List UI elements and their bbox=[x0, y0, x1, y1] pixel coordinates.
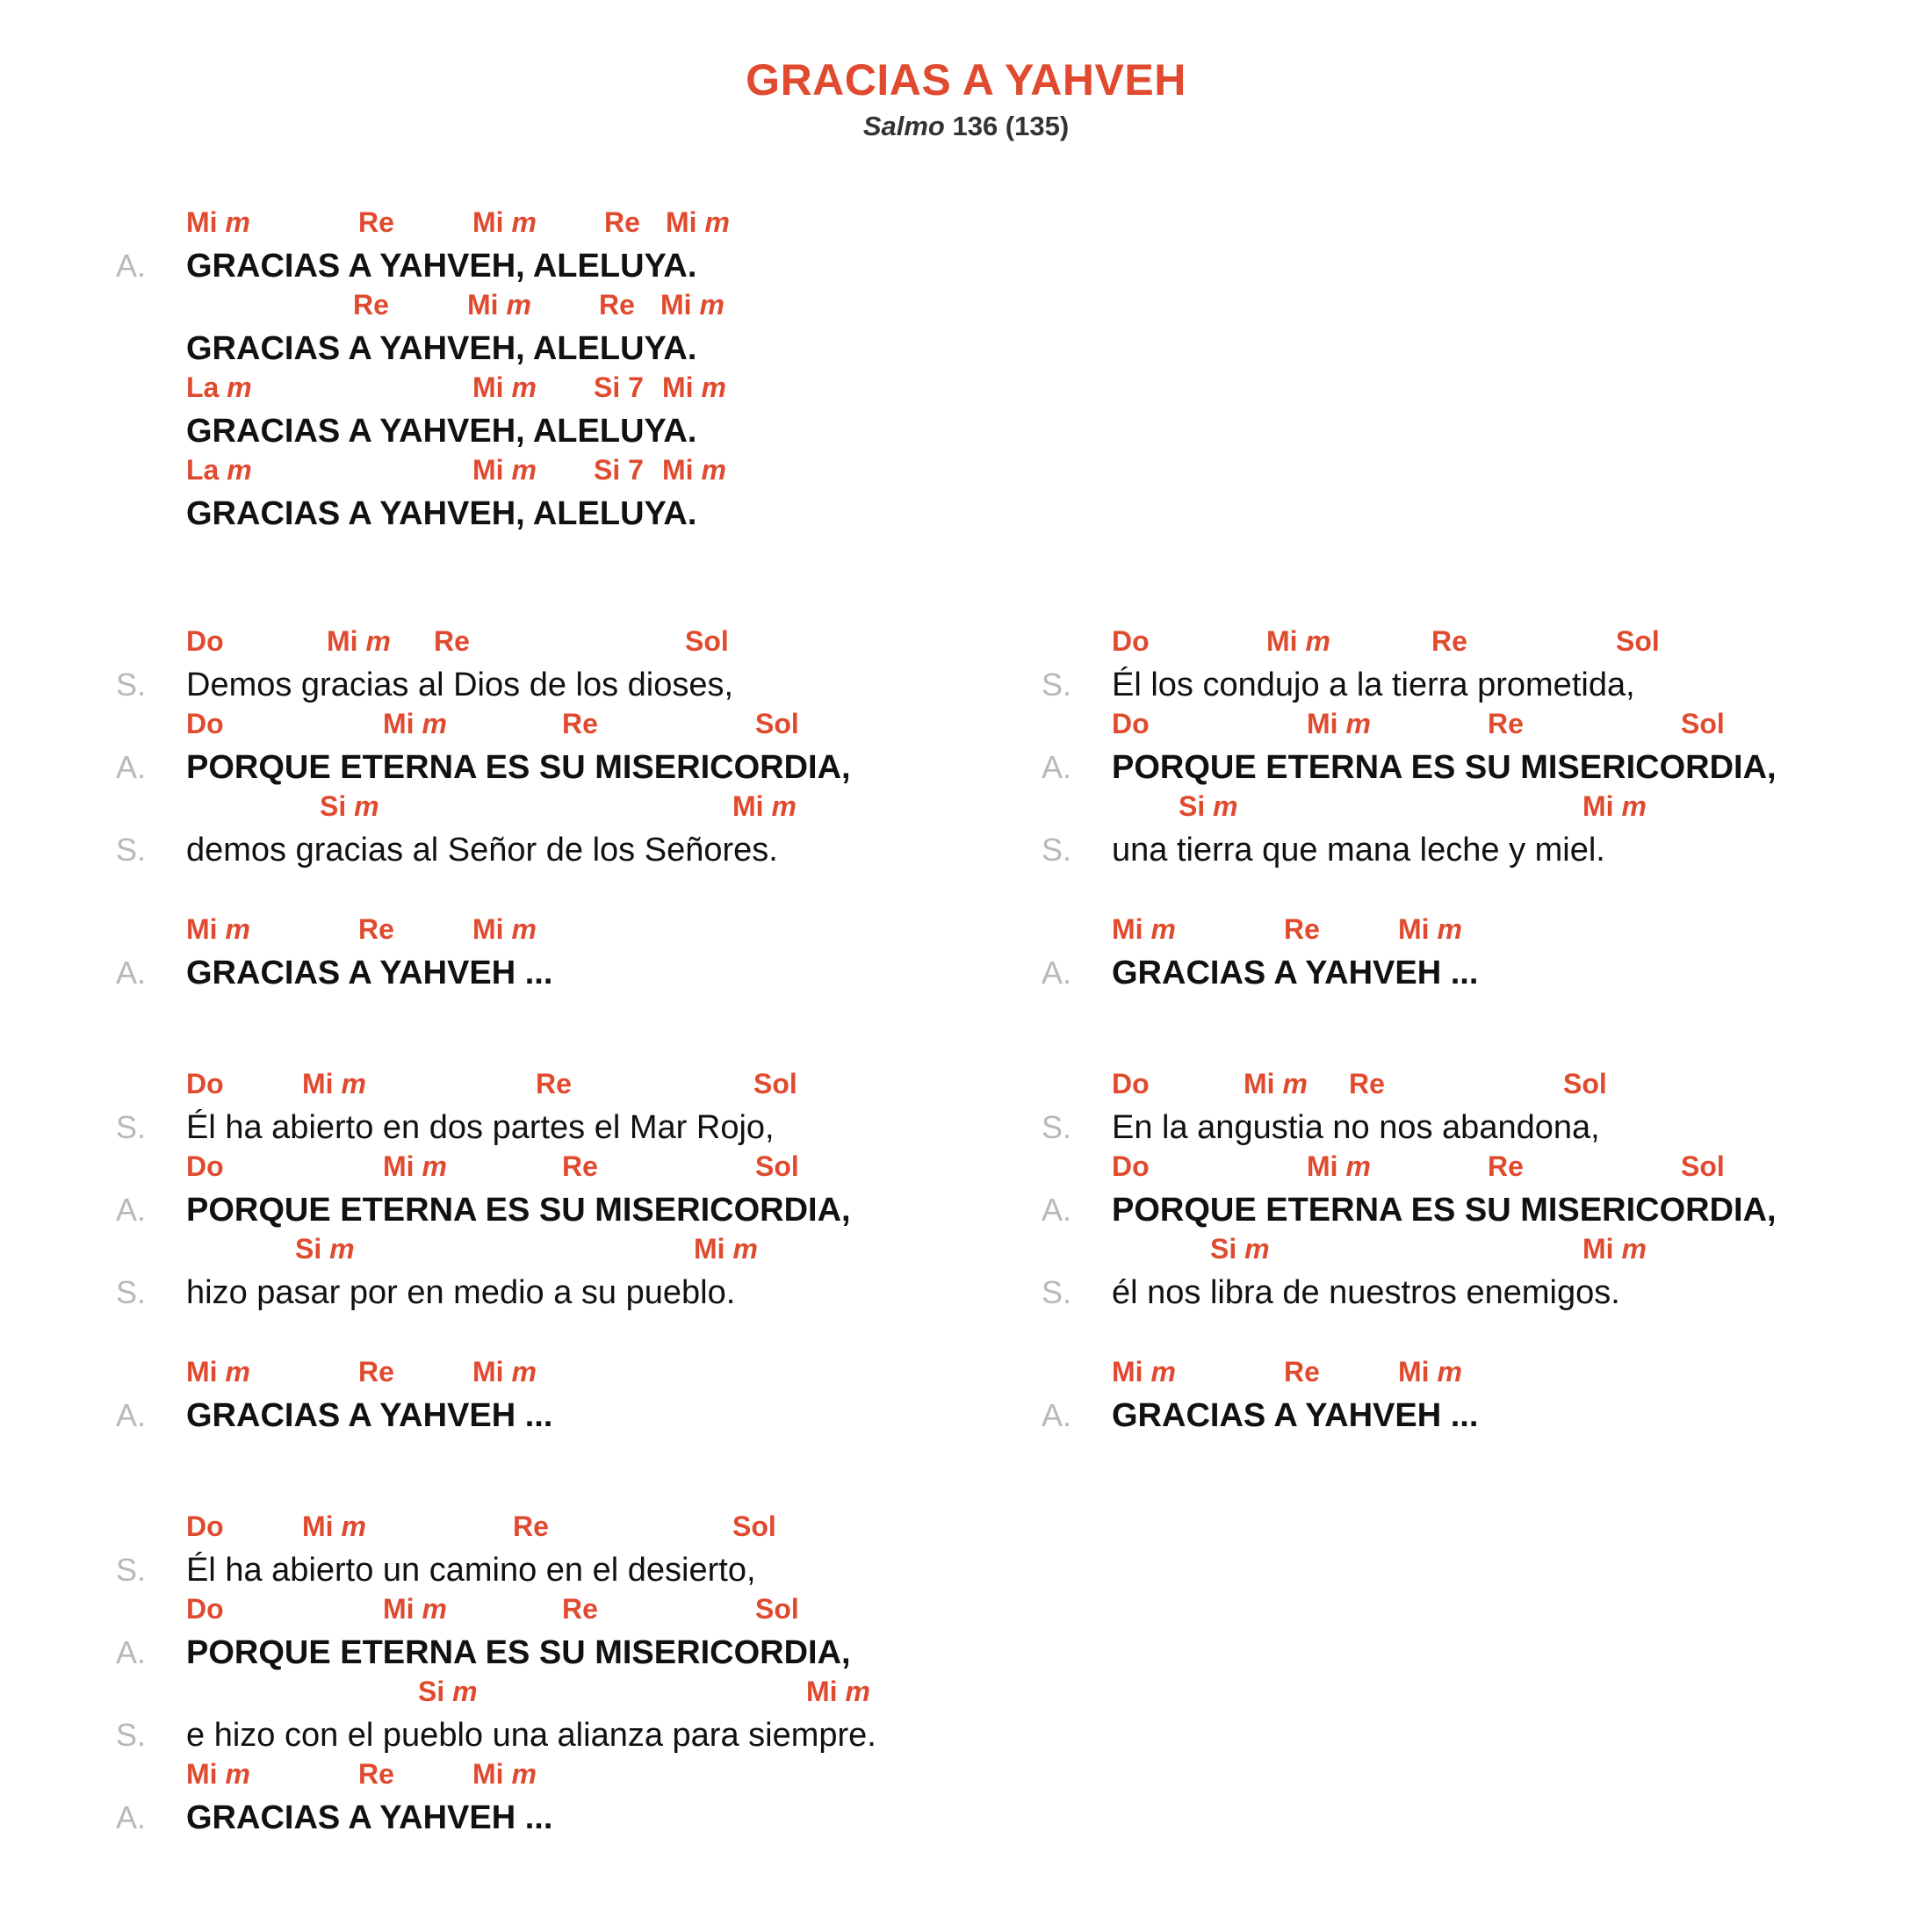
chord: Mi m bbox=[383, 708, 447, 739]
refrain-line-1 bbox=[116, 206, 730, 289]
role-label: S. bbox=[1042, 1274, 1072, 1310]
lyric-text: Él ha abierto en dos partes el Mar Rojo, bbox=[186, 1109, 775, 1146]
chord: Mi m bbox=[186, 206, 250, 238]
chord: Mi m bbox=[472, 454, 537, 486]
chord: Mi m bbox=[472, 1758, 537, 1790]
lyric-line bbox=[1042, 747, 1777, 790]
lyric-line bbox=[116, 1633, 876, 1676]
lyric-text: hizo pasar por en medio a su pueblo. bbox=[186, 1274, 736, 1311]
chord: Re bbox=[358, 206, 394, 238]
lyric-text: Él los condujo a la tierra prometida, bbox=[1112, 667, 1635, 703]
lyric-text: GRACIAS A YAHVEH ... bbox=[1112, 1397, 1479, 1434]
chord: Do bbox=[1112, 708, 1150, 739]
lyric-line bbox=[116, 1715, 876, 1758]
chord: Mi m bbox=[1266, 625, 1330, 657]
chord: Mi m bbox=[1582, 790, 1647, 822]
chord: Mi m bbox=[806, 1676, 870, 1707]
chord: Mi m bbox=[1398, 1356, 1462, 1388]
chord: Sol bbox=[1616, 625, 1660, 657]
chord-row bbox=[186, 1593, 876, 1633]
role-label: S. bbox=[116, 1552, 147, 1588]
stanza-line bbox=[116, 790, 851, 873]
chord: Mi m bbox=[1112, 913, 1176, 945]
chord: Mi m bbox=[666, 206, 730, 238]
chord: Mi m bbox=[694, 1233, 758, 1265]
chord: Re bbox=[1488, 708, 1524, 739]
chord: Mi m bbox=[472, 913, 537, 945]
chord-row bbox=[1112, 1233, 1777, 1272]
chord: Re bbox=[513, 1510, 549, 1542]
lyric-line bbox=[116, 665, 851, 708]
chord: Si m bbox=[295, 1233, 355, 1265]
chord: Sol bbox=[755, 1150, 799, 1182]
chord-row bbox=[186, 1510, 876, 1550]
chord-row bbox=[186, 206, 730, 246]
lyric-line bbox=[186, 328, 696, 371]
lyric-line bbox=[1042, 665, 1777, 708]
chord: Re bbox=[599, 289, 635, 321]
role-label: A. bbox=[116, 1397, 147, 1433]
chord: Mi m bbox=[472, 371, 537, 403]
chord: Re bbox=[1431, 625, 1467, 657]
lyric-text: demos gracias al Señor de los Señores. bbox=[186, 832, 778, 869]
chord: Sol bbox=[755, 708, 799, 739]
lyric-text: GRACIAS A YAHVEH, ALELUYA. bbox=[186, 413, 697, 450]
chord-row bbox=[1112, 1356, 1777, 1395]
chord: Mi m bbox=[383, 1150, 447, 1182]
chord: Re bbox=[358, 1356, 394, 1388]
chord: Re bbox=[353, 289, 389, 321]
lyric-line bbox=[1042, 1107, 1777, 1150]
role-label: A. bbox=[1042, 1397, 1072, 1433]
stanza-line bbox=[116, 1510, 876, 1593]
lyric-line bbox=[116, 1395, 851, 1438]
lyric-text: GRACIAS A YAHVEH ... bbox=[186, 1799, 553, 1836]
chord: Re bbox=[358, 1758, 394, 1790]
refrain bbox=[116, 206, 730, 537]
stanza-line bbox=[116, 1593, 876, 1676]
lyric-text: GRACIAS A YAHVEH ... bbox=[186, 955, 553, 991]
stanza-line bbox=[1042, 1068, 1777, 1150]
chord: Mi m bbox=[1582, 1233, 1647, 1265]
lyric-text: PORQUE ETERNA ES SU MISERICORDIA, bbox=[186, 1634, 851, 1671]
lyric-text: él nos libra de nuestros enemigos. bbox=[1112, 1274, 1620, 1311]
chord: Si 7 bbox=[594, 371, 644, 403]
chord-row bbox=[186, 289, 724, 328]
lyric-text: PORQUE ETERNA ES SU MISERICORDIA, bbox=[1112, 1192, 1777, 1229]
lyric-text: PORQUE ETERNA ES SU MISERICORDIA, bbox=[186, 749, 851, 786]
stanza-line bbox=[116, 708, 851, 790]
stanza-line bbox=[1042, 1356, 1777, 1438]
stanza-line bbox=[1042, 625, 1777, 708]
lyric-line bbox=[116, 1550, 876, 1593]
lyric-line bbox=[116, 246, 697, 289]
stanza-line bbox=[116, 913, 851, 996]
stanza-line bbox=[116, 1758, 876, 1841]
role-label: S. bbox=[116, 1717, 147, 1753]
chord-row bbox=[186, 1356, 851, 1395]
lyric-line bbox=[186, 411, 696, 454]
chord: Mi m bbox=[1398, 913, 1462, 945]
chord-row bbox=[1112, 790, 1777, 830]
role-label: A. bbox=[116, 749, 147, 785]
lyric-text: GRACIAS A YAHVEH, ALELUYA. bbox=[186, 248, 697, 285]
chord: Re bbox=[434, 625, 470, 657]
chord-row bbox=[1112, 1150, 1777, 1190]
chord: Sol bbox=[685, 625, 729, 657]
song-subtitle bbox=[0, 111, 1932, 142]
song-title: GRACIAS A YAHVEH bbox=[746, 55, 1186, 105]
chord: Do bbox=[1112, 625, 1150, 657]
lyric-line bbox=[186, 494, 696, 537]
role-label: S. bbox=[116, 1274, 147, 1310]
chord: Mi m bbox=[302, 1068, 366, 1099]
chord: Re bbox=[562, 1593, 598, 1625]
chord: Mi m bbox=[302, 1510, 366, 1542]
chord: Re bbox=[1349, 1068, 1385, 1099]
stanza-1 bbox=[116, 625, 851, 996]
chord: Sol bbox=[753, 1068, 797, 1099]
stanza-line bbox=[116, 625, 851, 708]
lyric-line bbox=[116, 1272, 851, 1316]
lyric-line bbox=[1042, 953, 1777, 996]
lyric-line bbox=[116, 953, 851, 996]
subtitle-reference: 136 (135) bbox=[944, 111, 1070, 141]
refrain-line-2 bbox=[186, 289, 724, 371]
lyric-text: una tierra que mana leche y miel. bbox=[1112, 832, 1605, 869]
chord-row bbox=[186, 454, 726, 494]
chord-row bbox=[1112, 708, 1777, 747]
stanza-line bbox=[116, 1356, 851, 1438]
chord: Do bbox=[1112, 1068, 1150, 1099]
lyric-line bbox=[1042, 830, 1777, 873]
role-label: A. bbox=[116, 1799, 147, 1835]
stanza-line bbox=[1042, 913, 1777, 996]
chord: Sol bbox=[1681, 1150, 1725, 1182]
chord: Si m bbox=[1179, 790, 1238, 822]
lyric-text: GRACIAS A YAHVEH, ALELUYA. bbox=[186, 495, 697, 532]
chord: Mi m bbox=[186, 1356, 250, 1388]
role-label: S. bbox=[1042, 832, 1072, 868]
chord-row bbox=[186, 1676, 876, 1715]
chord: Mi m bbox=[383, 1593, 447, 1625]
role-label: S. bbox=[1042, 1109, 1072, 1145]
chord-row bbox=[186, 708, 851, 747]
stanza-2 bbox=[1042, 625, 1777, 996]
chord: Mi m bbox=[467, 289, 531, 321]
lyric-text: GRACIAS A YAHVEH ... bbox=[186, 1397, 553, 1434]
role-label: A. bbox=[1042, 749, 1072, 785]
lyric-text: En la angustia no nos abandona, bbox=[1112, 1109, 1600, 1146]
lyric-line bbox=[1042, 1272, 1777, 1316]
chord: Re bbox=[1488, 1150, 1524, 1182]
chord: Sol bbox=[732, 1510, 776, 1542]
stanza-line bbox=[116, 1676, 876, 1758]
stanza-3 bbox=[116, 1068, 851, 1438]
lyric-line bbox=[116, 830, 851, 873]
role-label: A. bbox=[116, 1192, 147, 1228]
chord: Mi m bbox=[1244, 1068, 1308, 1099]
chord-row bbox=[1112, 625, 1777, 665]
stanza-line bbox=[116, 1233, 851, 1316]
lyric-line bbox=[116, 747, 851, 790]
chord: Re bbox=[604, 206, 640, 238]
lyric-text: PORQUE ETERNA ES SU MISERICORDIA, bbox=[1112, 749, 1777, 786]
stanza-4 bbox=[1042, 1068, 1777, 1438]
chord-row bbox=[186, 913, 851, 953]
refrain-line-4 bbox=[186, 454, 726, 537]
chord: Mi m bbox=[1307, 708, 1371, 739]
role-label: A. bbox=[116, 1634, 147, 1670]
chord: Sol bbox=[1681, 708, 1725, 739]
chord: Do bbox=[186, 625, 224, 657]
stanza-line bbox=[1042, 790, 1777, 873]
role-label: S. bbox=[116, 667, 147, 703]
lyric-line bbox=[116, 1107, 851, 1150]
stanza-line bbox=[116, 1068, 851, 1150]
stanza-line bbox=[1042, 1150, 1777, 1233]
chord: Re bbox=[562, 1150, 598, 1182]
chord: Mi m bbox=[186, 1758, 250, 1790]
chord-row bbox=[186, 1758, 876, 1798]
chord: Re bbox=[358, 913, 394, 945]
subtitle-book: Salmo bbox=[862, 111, 945, 141]
lyric-line bbox=[1042, 1190, 1777, 1233]
chord: Mi m bbox=[732, 790, 797, 822]
chord: Do bbox=[186, 1068, 224, 1099]
stanza-line bbox=[1042, 1233, 1777, 1316]
chord: Si m bbox=[418, 1676, 478, 1707]
chord: Re bbox=[536, 1068, 572, 1099]
chord: Si m bbox=[320, 790, 379, 822]
chord: Mi m bbox=[1112, 1356, 1176, 1388]
role-label: S. bbox=[1042, 667, 1072, 703]
chord: Do bbox=[186, 1150, 224, 1182]
chord: Mi m bbox=[186, 913, 250, 945]
chord: La m bbox=[186, 454, 252, 486]
role-label: A. bbox=[116, 248, 147, 284]
lyric-line bbox=[1042, 1395, 1777, 1438]
stanza-line bbox=[1042, 708, 1777, 790]
chord-row bbox=[186, 1068, 851, 1107]
chord: Re bbox=[1284, 913, 1320, 945]
chord-row bbox=[186, 1233, 851, 1272]
chord: Si 7 bbox=[594, 454, 644, 486]
role-label: A. bbox=[1042, 955, 1072, 991]
chord: Mi m bbox=[472, 1356, 537, 1388]
chord: Mi m bbox=[660, 289, 724, 321]
lyric-text: GRACIAS A YAHVEH, ALELUYA. bbox=[186, 330, 697, 367]
lyric-text: Él ha abierto un camino en el desierto, bbox=[186, 1552, 756, 1589]
role-label: S. bbox=[116, 832, 147, 868]
chord: Mi m bbox=[327, 625, 391, 657]
chord-row bbox=[1112, 1068, 1777, 1107]
lyric-line bbox=[116, 1798, 876, 1841]
chord: Mi m bbox=[1307, 1150, 1371, 1182]
chord: Mi m bbox=[472, 206, 537, 238]
chord: Do bbox=[186, 1593, 224, 1625]
chord: Re bbox=[1284, 1356, 1320, 1388]
role-label: A. bbox=[1042, 1192, 1072, 1228]
lyric-text: Demos gracias al Dios de los dioses, bbox=[186, 667, 734, 703]
role-label: A. bbox=[116, 955, 147, 991]
chord: Re bbox=[562, 708, 598, 739]
chord-row bbox=[186, 790, 851, 830]
chord: La m bbox=[186, 371, 252, 403]
chord-row bbox=[186, 625, 851, 665]
stanza-line bbox=[116, 1150, 851, 1233]
chord: Mi m bbox=[662, 371, 726, 403]
chord-row bbox=[186, 371, 726, 411]
lyric-text: GRACIAS A YAHVEH ... bbox=[1112, 955, 1479, 991]
chord: Sol bbox=[1563, 1068, 1607, 1099]
chord-row bbox=[186, 1150, 851, 1190]
chord: Mi m bbox=[662, 454, 726, 486]
chord: Do bbox=[1112, 1150, 1150, 1182]
lyric-text: e hizo con el pueblo una alianza para siempre. bbox=[186, 1717, 876, 1754]
stanza-5 bbox=[116, 1510, 876, 1841]
chord: Sol bbox=[755, 1593, 799, 1625]
lyric-text: PORQUE ETERNA ES SU MISERICORDIA, bbox=[186, 1192, 851, 1229]
role-label: S. bbox=[116, 1109, 147, 1145]
chord-row bbox=[1112, 913, 1777, 953]
refrain-line-3 bbox=[186, 371, 726, 454]
lyric-line bbox=[116, 1190, 851, 1233]
chord: Do bbox=[186, 1510, 224, 1542]
chord: Do bbox=[186, 708, 224, 739]
chord: Si m bbox=[1210, 1233, 1270, 1265]
